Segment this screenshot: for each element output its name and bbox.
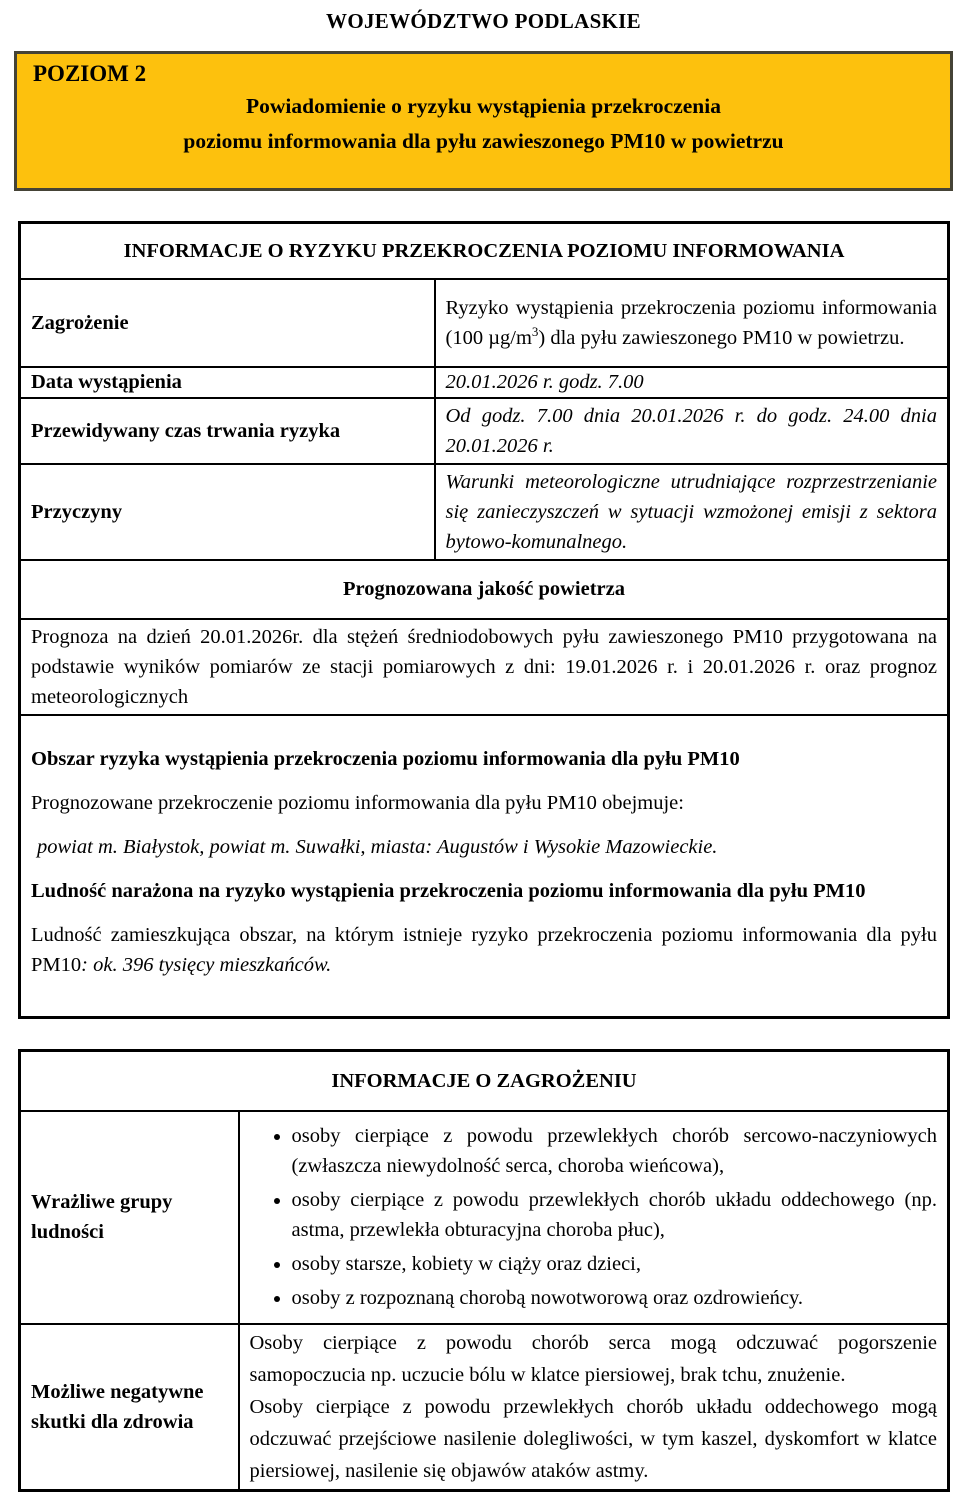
area-risk-intro: Prognozowane przekroczenie poziomu informowania dla pyłu PM10 obejmuje: <box>31 792 684 815</box>
vulnerable-groups-list <box>250 1121 938 1313</box>
czas-trwania-label: Przewidywany czas trwania ryzyka <box>20 398 435 464</box>
przyczyny-value: Warunki meteorologiczne utrudniające rozprzestrzenianie się zanieczyszczeń w sytuacji wzmożonej emisji z sektora bytowo-komunalnego. <box>435 464 949 560</box>
population-text <box>31 920 937 980</box>
table-row-forecast-text <box>20 619 949 715</box>
alert-title-line1: Powiadomienie o ryzyku wystąpienia przekroczenia <box>246 94 721 118</box>
area-risk-heading: Obszar ryzyka wystąpienia przekroczenia poziomu informowania dla pyłu PM10 <box>31 748 740 771</box>
zagrozenie-value <box>435 279 949 367</box>
table-row-forecast-header <box>20 560 949 619</box>
vulnerable-group-item: • osoby cierpiące z powodu przewlekłych chorób sercowo-naczyniowych (zwłaszcza niewydolność serca, choroba wieńcowa), <box>292 1121 938 1181</box>
przyczyny-label: Przyczyny <box>20 464 435 560</box>
zagrozenie-value-part1: Ryzyko wystąpienia przekroczenia poziomu informowania (100 µg/m <box>445 296 937 349</box>
hazard-info-table <box>18 1049 950 1492</box>
table-row-area-population <box>20 715 949 1018</box>
alert-title-line2: poziomu informowania dla pyłu zawieszonego PM10 w powietrzu <box>183 129 784 153</box>
vulnerable-group-item: • osoby z rozpoznaną chorobą nowotworową oraz ozdrowieńcy. <box>292 1283 938 1313</box>
vulnerable-group-item: • osoby cierpiące z powodu przewlekłych chorób układu oddechowego (np. astma, przewlekła obturacyjna choroba płuc), <box>292 1185 938 1245</box>
alert-banner <box>14 51 953 191</box>
hazard-table-header: INFORMACJE O ZAGROŻENIU <box>20 1051 949 1111</box>
table-row-data-wystapienia <box>20 367 949 398</box>
table-row-vulnerable-groups <box>20 1111 949 1324</box>
zagrozenie-value-part2: ) dla pyłu zawieszonego PM10 w powietrzu. <box>538 326 905 349</box>
health-effect-paragraph: Osoby cierpiące z powodu chorób serca mogą odczuwać pogorszenie samopoczucia np. uczucie bólu w klatce piersiowej, brak tchu, znużenie. <box>249 1331 937 1386</box>
table-row-czas-trwania <box>20 398 949 464</box>
risk-table-header: INFORMACJE O RYZYKU PRZEKROCZENIA POZIOMU INFORMOWANIA <box>20 223 949 279</box>
alert-level: POZIOM 2 <box>33 61 147 86</box>
data-wystapienia-value: 20.01.2026 r. godz. 7.00 <box>435 367 949 398</box>
forecast-subheader: Prognozowana jakość powietrza <box>20 560 949 619</box>
population-count: : ok. 396 tysięcy mieszkańców. <box>81 954 332 977</box>
hazard-table-header-row <box>20 1051 949 1111</box>
table-row-przyczyny <box>20 464 949 560</box>
table-row-zagrozenie <box>20 279 949 367</box>
population-heading: Ludność narażona na ryzyko wystąpienia przekroczenia poziomu informowania dla pyłu PM10 <box>31 880 866 903</box>
risk-info-table <box>18 221 950 1019</box>
table-row-health-effects <box>20 1324 949 1491</box>
vulnerable-groups-label: Wrażliwe grupy ludności <box>20 1111 239 1324</box>
czas-trwania-value: Od godz. 7.00 dnia 20.01.2026 r. do godz. 24.00 dnia 20.01.2026 r. <box>435 398 949 464</box>
forecast-text: Prognoza na dzień 20.01.2026r. dla stężeń średniodobowych pyłu zawieszonego PM10 przygotowana na podstawie wyników pomiarów ze stacji pomiarowych z dni: 19.01.2026 r. i 20.01.2026 r. oraz prognoz meteorologicznych <box>20 619 949 715</box>
zagrozenie-label: Zagrożenie <box>20 279 435 367</box>
data-wystapienia-label: Data wystąpienia <box>20 367 435 398</box>
health-effect-paragraph: Osoby cierpiące z powodu przewlekłych chorób układu oddechowego mogą odczuwać przejściowe nasilenie dolegliwości, w tym kaszel, dyskomfort w klatce piersiowej, nasilenie się objawów ataków astmy. <box>249 1395 937 1482</box>
page-title: WOJEWÓDZTWO PODLASKIE <box>326 9 641 33</box>
area-risk-locations: powiat m. Białystok, powiat m. Suwałki, miasta: Augustów i Wysokie Mazowieckie. <box>37 836 718 859</box>
health-effects-cell <box>239 1324 949 1491</box>
population-text-regular: Ludność zamieszkująca obszar, na którym istnieje ryzyko przekroczenia poziomu informowania dla pyłu PM10 <box>31 924 937 977</box>
vulnerable-groups-cell <box>239 1111 949 1324</box>
risk-table-header-row <box>20 223 949 279</box>
area-population-cell <box>20 715 949 1018</box>
vulnerable-group-item: • osoby starsze, kobiety w ciąży oraz dzieci, <box>292 1249 938 1279</box>
health-effects-label: Możliwe negatywne skutki dla zdrowia <box>20 1324 239 1491</box>
cubic-meter-superscript: 3 <box>531 323 539 339</box>
